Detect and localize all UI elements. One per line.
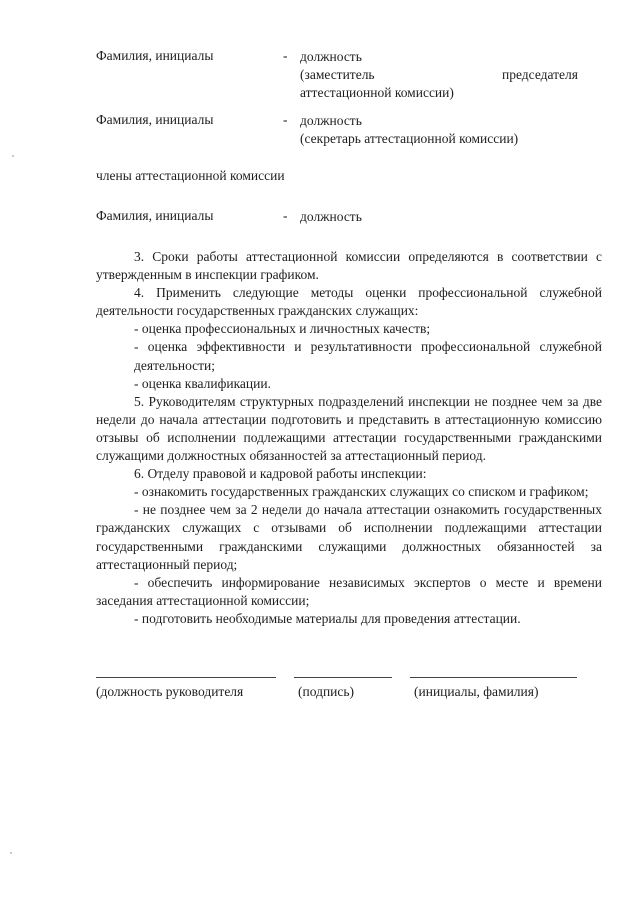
paragraph: 6. Отделу правовой и кадровой работы инспекции: — [134, 466, 427, 482]
position-title: должность — [300, 113, 362, 128]
official-name-label: Фамилия, инициалы — [96, 112, 214, 127]
order-body — [96, 248, 602, 628]
official-dash: - — [283, 48, 288, 63]
signature-caption-position: (должность руководителя — [96, 684, 244, 699]
paragraph: 5. Руководителям структурных подразделений инспекции не позднее чем за две недели до начала аттестации подготовить и представить в аттестационную комиссию отзывы об исполнении подлежащими аттестации государственными гражданскими служащими должностных обязанностей за аттестационный период. — [96, 393, 602, 464]
members-heading: члены аттестационной комиссии — [96, 168, 285, 183]
list-item: - обеспечить информирование независимых экспертов о месте и времени заседания аттестационной комиссии; — [96, 574, 602, 608]
official-position-secretary — [300, 112, 578, 148]
signature-line-position — [96, 677, 276, 678]
list-item: - оценка профессиональных и личностных качеств; — [134, 321, 431, 337]
position-role-line: аттестационной комиссии) — [300, 85, 454, 100]
member-position: должность — [300, 209, 362, 224]
signature-line-name — [410, 677, 577, 678]
signature-caption-signature: (подпись) — [298, 684, 355, 699]
position-role-part: (заместитель — [300, 67, 375, 82]
official-name-label: Фамилия, инициалы — [96, 48, 214, 63]
paragraph: 4. Применить следующие методы оценки профессиональной служебной деятельности государственных гражданских служащих: — [96, 285, 602, 319]
list-item: - оценка эффективности и результативности профессиональной служебной деятельности; — [134, 339, 602, 373]
position-title: должность — [300, 49, 362, 64]
official-dash: - — [283, 112, 288, 127]
member-name-label: Фамилия, инициалы — [96, 208, 214, 223]
member-dash: - — [283, 208, 288, 223]
list-item: - оценка квалификации. — [134, 375, 271, 391]
position-role-line — [300, 66, 578, 84]
signature-caption-name: (инициалы, фамилия) — [414, 684, 539, 699]
position-role-part: председателя — [502, 67, 578, 82]
paragraph: 3. Сроки работы аттестационной комиссии определяются в соответствии с утвержденным в инспекции графиком. — [96, 249, 602, 283]
signature-line-signature — [294, 677, 392, 678]
list-item: - ознакомить государственных гражданских служащих со списком и графиком; — [134, 484, 589, 500]
position-role-line: (секретарь аттестационной комиссии) — [300, 131, 519, 146]
official-position-deputy-chairman — [300, 48, 578, 102]
scan-speck — [12, 155, 14, 157]
list-item: - подготовить необходимые материалы для проведения аттестации. — [134, 610, 521, 626]
list-item: - не позднее чем за 2 недели до начала аттестации ознакомить государственных гражданских служащих с отзывами об исполнении подлежащими аттестации государственными гражданскими служащими должностных обязанностей за аттестационный период; — [96, 502, 602, 572]
scan-speck — [10, 852, 12, 854]
